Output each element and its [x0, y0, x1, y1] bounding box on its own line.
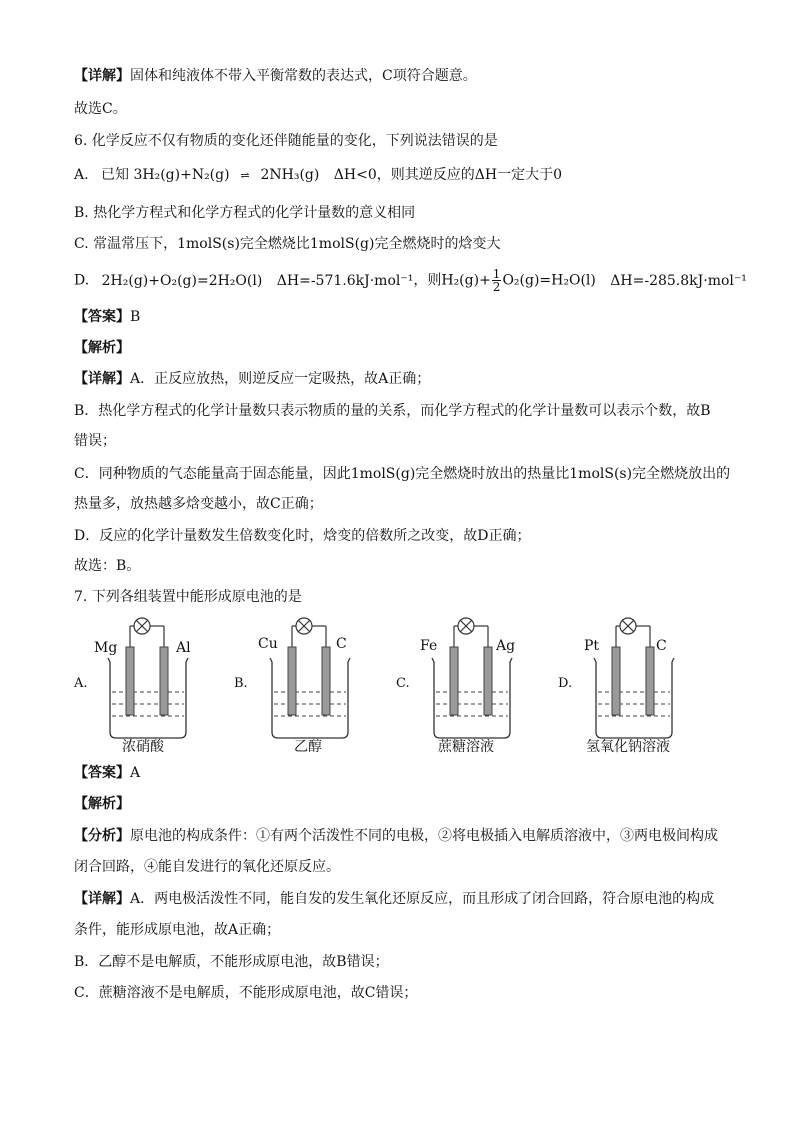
q7-detail-3: C．蔗糖溶液不是电解质，不能形成原电池，故C错误； [74, 985, 418, 1001]
option-a-condition: ΔH<0 [333, 167, 377, 183]
q7-fenxi-1: 【分析】原电池的构成条件：①有两个活泼性不同的电极，②将电极插入电解质溶液中，③两电极间构成 [74, 828, 718, 844]
electrode-right-label: Al [176, 640, 191, 656]
q7-detail-1b: 条件，能形成原电池，故A正确； [74, 922, 281, 938]
electrode-right-label: Ag [496, 638, 516, 654]
option-d-eq1: 2H₂(g)+O₂(g)=2H₂O(l) [101, 272, 263, 289]
reversible-arrow-icon: ⇌ [240, 168, 250, 182]
q5-detail-text: 固体和纯液体不带入平衡常数的表达式，C项符合题意。 [130, 68, 477, 84]
answer-tag: 【答案】 [74, 309, 130, 325]
q6-option-a [74, 165, 562, 185]
apparatus-a [92, 612, 222, 762]
detail-tag: 【详解】 [74, 371, 130, 387]
electrode-left-label: Fe [420, 638, 438, 654]
q7-detail-1: 【详解】A．两电极活泼性不同，能自发的发生氧化还原反应，而且形成了闭合回路，符合原电池的构成 [74, 891, 715, 907]
option-letter: D. [74, 272, 90, 289]
q6-option-b: B. 热化学方程式和化学方程式的化学计量数的意义相同 [74, 205, 416, 221]
answer-value: B [130, 309, 141, 325]
option-d-eq2-a: H₂(g)+ [441, 272, 491, 289]
q6-choice: 故选：B。 [74, 558, 141, 574]
q7-detail-2: B．乙醇不是电解质，不能形成原电池，故B错误； [74, 954, 389, 970]
q6-detail-3: C．同种物质的气态能量高于固态能量，因此1molS(g)完全燃烧时放出的热量比1molS(s)完全燃烧放出的 [74, 466, 731, 482]
option-letter-a: A. [74, 676, 88, 691]
option-d-eq2-b: O₂(g)=H₂O(l) [502, 272, 596, 289]
q6-detail-2b: 错误； [74, 433, 116, 449]
option-letter: A. [74, 167, 89, 183]
fenxi-tag: 【分析】 [74, 828, 130, 844]
solution-label: 浓硝酸 [122, 739, 164, 755]
electrode-left-label: Mg [94, 640, 118, 656]
option-letter-c: C. [396, 676, 410, 691]
electrode-right-label: C [656, 638, 667, 654]
q7-stem: 7. 下列各组装置中能形成原电池的是 [74, 589, 302, 605]
q5-detail-line [74, 66, 477, 86]
apparatus-c [416, 612, 546, 762]
q7-fenxi-2: 闭合回路，④能自发进行的氧化还原反应。 [74, 859, 340, 875]
detail-tag: 【详解】 [74, 68, 130, 84]
q6-detail-4: D．反应的化学计量数发生倍数变化时，焓变的倍数所之改变，故D正确； [74, 528, 531, 544]
option-a-pre: 已知 [101, 167, 130, 183]
apparatus-b [254, 612, 384, 762]
option-d-dh1: ΔH=-571.6kJ·mol⁻¹ [276, 272, 414, 289]
detail-tag: 【详解】 [74, 891, 130, 907]
apparatus-d [578, 612, 708, 762]
q6-detail-3b: 热量多，放热越多焓变越小，故C正确； [74, 496, 323, 512]
option-a-eq-left: 3H₂(g)+N₂(g) [133, 167, 230, 183]
option-d-mid: ，则 [413, 272, 442, 289]
option-letter-b: B. [234, 676, 248, 691]
solution-label: 乙醇 [294, 739, 322, 755]
fraction-half: $\frac{1}{2}$ [492, 267, 501, 294]
electrode-left-label: Cu [258, 636, 278, 652]
q6-option-d [74, 268, 747, 293]
analysis-tag: 【解析】 [74, 340, 130, 356]
analysis-tag: 【解析】 [74, 796, 130, 812]
option-a-eq-right: 2NH₃(g) [260, 167, 320, 183]
option-d-dh2: ΔH=-285.8kJ·mol⁻¹ [610, 272, 747, 289]
q6-detail-2: B．热化学方程式的化学计量数只表示物质的量的关系，而化学方程式的化学计量数可以表示个数，故B [74, 403, 711, 419]
q6-detail-1: 【详解】A．正反应放热，则逆反应一定吸热，故A正确； [74, 371, 431, 387]
q5-choice: 故选C。 [74, 101, 127, 117]
q6-answer [74, 307, 140, 327]
q7-answer [74, 763, 140, 783]
solution-label: 蔗糖溶液 [438, 739, 494, 755]
q6-stem: 6. 化学反应不仅有物质的变化还伴随能量的变化，下列说法错误的是 [74, 133, 498, 149]
option-letter-d: D. [558, 676, 573, 691]
q6-option-c: C. 常温常压下，1molS(s)完全燃烧比1molS(g)完全燃烧时的焓变大 [74, 236, 501, 252]
answer-value: A [130, 765, 141, 781]
solution-label: 氢氧化钠溶液 [586, 739, 670, 755]
option-a-post: ，则其逆反应的ΔH一定大于0 [376, 167, 562, 183]
answer-tag: 【答案】 [74, 765, 130, 781]
electrode-right-label: C [336, 636, 347, 652]
electrode-left-label: Pt [584, 638, 600, 654]
